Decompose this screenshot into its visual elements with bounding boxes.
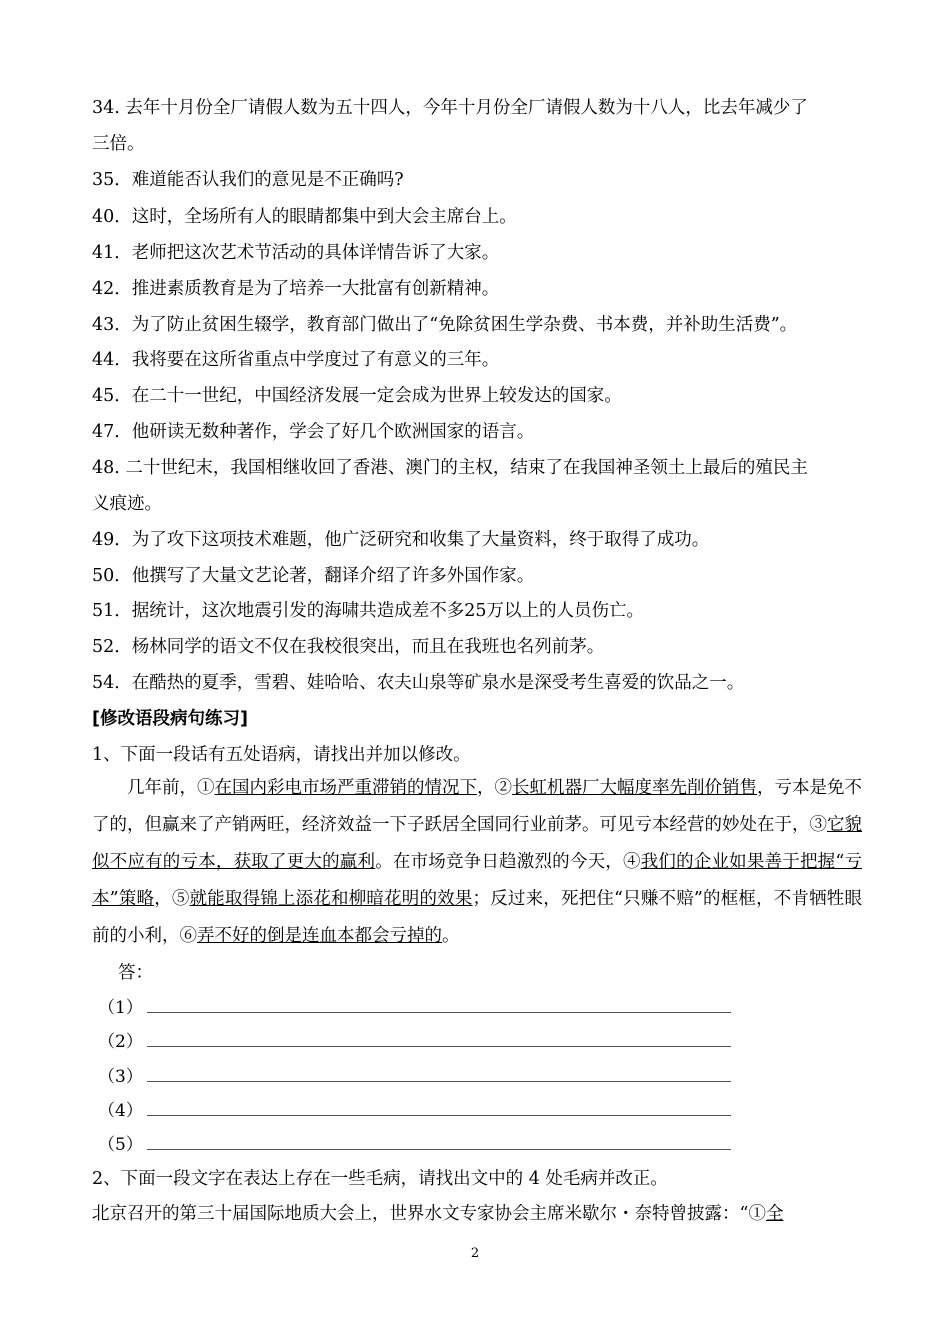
sentence-52: 52．杨林同学的语文不仅在我校很突出，而且在我班也名列前茅。 xyxy=(92,637,605,657)
answer-blank[interactable] xyxy=(147,1101,731,1116)
underlined-segment-4: 我们的企业如果善于把握“亏本”策略 xyxy=(92,852,863,909)
sentence-42: 42．推进素质教育是为了培养一大批富有创新精神。 xyxy=(92,279,500,299)
passage-text: ， xyxy=(154,889,172,909)
passage-text: 北京召开的第三十届国际地质大会上，世界水文专家协会主席米歇尔・奈特曾披露：“ xyxy=(92,1204,749,1224)
passage-text: ；反过来，死把住“只赚不赔”的框框，不肯牺牲眼前的小利， xyxy=(92,889,862,946)
passage-text: ， xyxy=(477,778,495,798)
question-1-prompt: 1、下面一段话有五处语病，请找出并加以修改。 xyxy=(92,745,471,765)
sentence-43: 43．为了防止贫困生辍学，教育部门做出了“免除贫困生学杂费、书本费，并补助生活费”。 xyxy=(92,315,798,335)
sentence-45: 45．在二十一世纪，中国经济发展一定会成为世界上较发达的国家。 xyxy=(92,386,622,406)
sentence-49: 49．为了攻下这项技术难题，他广泛研究和收集了大量资料，终于取得了成功。 xyxy=(92,530,710,550)
marker-4: ④ xyxy=(622,852,641,872)
underlined-segment-2: 长虹机器厂大幅度率先削价销售 xyxy=(512,778,757,798)
underlined-segment-1: 在国内彩电市场严重滞销的情况下 xyxy=(214,778,477,798)
underlined-segment-3: 它貌似不应有的亏本，获取了更大的赢利 xyxy=(92,815,862,872)
marker-1: ① xyxy=(748,1204,766,1224)
answer-blank[interactable] xyxy=(147,998,731,1013)
page-number: 2 xyxy=(470,1246,480,1261)
sentence-54: 54．在酷热的夏季，雪碧、娃哈哈、农夫山泉等矿泉水是深受考生喜爱的饮品之一。 xyxy=(92,673,745,693)
marker-3: ③ xyxy=(809,815,827,835)
answer-label: 答： xyxy=(118,963,153,983)
sentence-48-cont: 义痕迹。 xyxy=(92,494,162,514)
underlined-segment-5: 就能取得锦上添花和柳暗花明的效果 xyxy=(189,889,473,909)
sentence-40: 40．这时，全场所有人的眼睛都集中到大会主席台上。 xyxy=(92,207,517,227)
answer-line-5[interactable] xyxy=(98,1134,731,1156)
sentence-41: 41．老师把这次艺术节活动的具体详情告诉了大家。 xyxy=(92,243,500,263)
marker-5: ⑤ xyxy=(171,889,190,909)
answer-line-1[interactable] xyxy=(98,997,731,1019)
answer-number: （4） xyxy=(98,1101,143,1121)
sentence-35: 35．难道能否认我们的意见是不正确吗? xyxy=(92,170,404,190)
sentence-47: 47．他研读无数种著作，学会了好几个欧洲国家的语言。 xyxy=(92,422,535,442)
answer-blank[interactable] xyxy=(147,1135,731,1150)
marker-1: ① xyxy=(197,778,215,798)
sentence-34: 34. 去年十月份全厂请假人数为五十四人，今年十月份全厂请假人数为十八人，比去年减少了 xyxy=(92,98,808,118)
sentence-44: 44．我将要在这所省重点中学度过了有意义的三年。 xyxy=(92,350,500,370)
sentence-51: 51．据统计，这次地震引发的海啸共造成差不多25万以上的人员伤亡。 xyxy=(92,601,645,621)
question-2-text xyxy=(92,1203,862,1225)
answer-blank[interactable] xyxy=(147,1067,731,1082)
question-1-passage xyxy=(92,770,862,955)
answer-line-2[interactable] xyxy=(98,1031,731,1053)
sentence-34-cont: 三倍。 xyxy=(92,134,145,154)
answer-number: （5） xyxy=(98,1135,143,1155)
passage-text: 。 xyxy=(442,926,460,946)
passage-text: ，亏本是免不了的，但赢来了产销两旺，经济效益一下子跃居全国同行业前茅。可见亏本经营的妙处在于， xyxy=(92,778,862,835)
section-heading: [修改语段病句练习] xyxy=(92,709,248,729)
marker-2: ② xyxy=(494,778,512,798)
underlined-segment-1: 全 xyxy=(765,1204,784,1224)
answer-line-4[interactable] xyxy=(98,1100,731,1122)
marker-6: ⑥ xyxy=(179,926,197,946)
passage-text: 几年前， xyxy=(127,778,197,798)
underlined-segment-6: 弄不好的倒是连血本都会亏掉的 xyxy=(197,926,442,946)
passage-text: 。在市场竞争日趋激烈的今天， xyxy=(375,852,623,872)
question-2-prompt: 2、下面一段文字在表达上存在一些毛病，请找出文中的 4 处毛病并改正。 xyxy=(92,1169,668,1189)
answer-number: （3） xyxy=(98,1067,143,1087)
sentence-48: 48. 二十世纪末，我国相继收回了香港、澳门的主权，结束了在我国神圣领土上最后的殖民主 xyxy=(92,458,808,478)
answer-line-3[interactable] xyxy=(98,1066,731,1088)
answer-blank[interactable] xyxy=(147,1032,731,1047)
answer-number: （1） xyxy=(98,998,143,1018)
sentence-50: 50．他撰写了大量文艺论著，翻译介绍了许多外国作家。 xyxy=(92,566,535,586)
answer-number: （2） xyxy=(98,1032,143,1052)
